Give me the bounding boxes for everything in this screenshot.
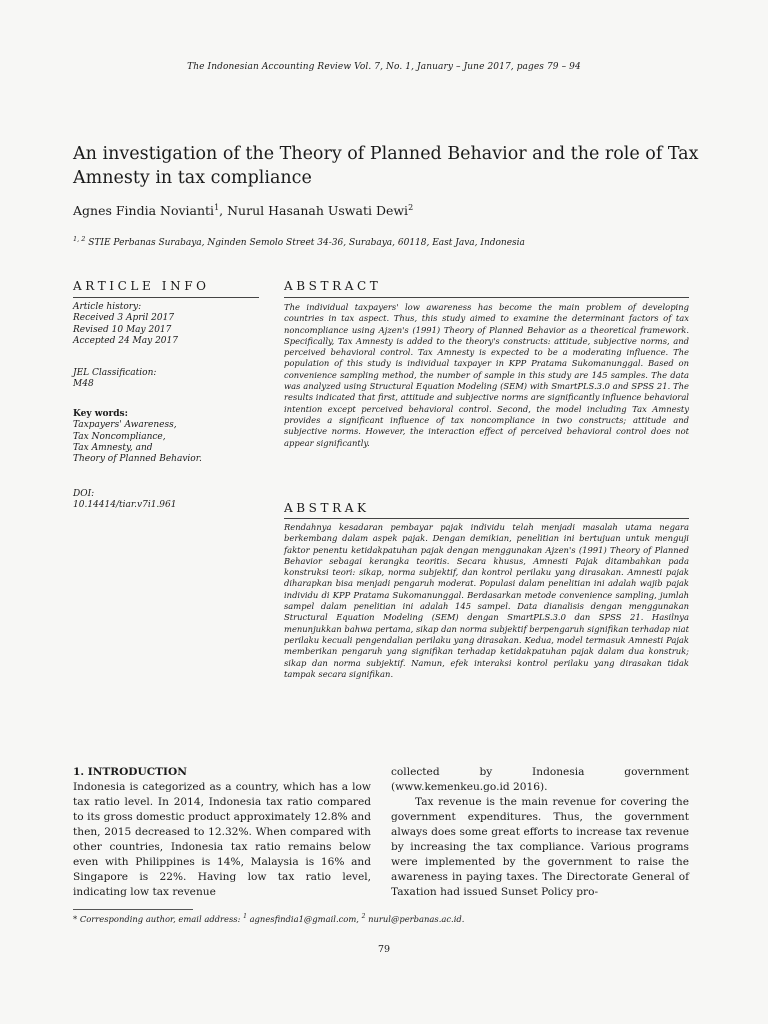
footnote-prefix: * Corresponding author, email address: <box>73 913 244 924</box>
accepted-date: Accepted 24 May 2017 <box>73 335 178 346</box>
abstrak-rule <box>284 518 689 519</box>
jel-value: M48 <box>73 379 94 390</box>
intro-paragraph-1-continued: collected by Indonesia government (www.kemenkeu.go.id 2016). <box>391 766 689 793</box>
article-info-rule <box>73 297 259 298</box>
intro-heading: 1. INTRODUCTION <box>73 766 187 778</box>
abstrak-heading: ABSTRAK <box>284 501 370 515</box>
abstract-text: The individual taxpayers' low awareness has become the main problem of developing countries in tax aspect. Thus, this study aimed to examine the determinant factors of tax noncompliance using Ajzen's (1991) Theory of Planned Behavior as a theoretical framework. Specifically, Tax Amnesty is added to the theory's constructs: attitude, subjective norms, and perceived behavioral control. Tax Amnesty is expected to be a moderating influence. The population of this study is individual taxpayer in KPP Pratama Sukomanunggal. Based on convenience sampling method, the number of sample in this study are 145 samples. The data was analyzed using Structural Equation Modeling (SEM) with SmartPLS.3.0 and SPSS 21. The results indicated that first, attitude and subjective norms are significantly influence behavioral intention except perceived behavioral control. Second, the model including Tax Amnesty provides a significant influence of tax noncompliance in two constructs; attitude and subjective norms. However, the interaction effect of perceived behavioral control does not appear significantly. <box>284 302 689 448</box>
author-2: Nurul Hasanah Uswati Dewi <box>227 203 409 219</box>
doi-link[interactable]: 10.14414/tiar.v7i1.961 <box>73 500 177 511</box>
author-2-affil-mark: 2 <box>408 203 414 212</box>
affiliation <box>73 235 525 248</box>
keyword-item: Tax Amnesty, and <box>73 442 153 453</box>
keywords-block <box>73 409 253 465</box>
abstrak-text: Rendahnya kesadaran pembayar pajak individu telah menjadi masalah utama negara berkembang dalam aspek pajak. Dengan demikian, penelitian ini bertujuan untuk menguji faktor penentu ketidakpatuhan pajak dengan menggunakan Ajzen's (1991) Theory of Planned Behavior sebagai kerangka teoritis. Secara khusus, Amnesti Pajak ditambahkan pada konstruksi teori: sikap, norma subjektif, dan kontrol perilaku yang dirasakan. Amnesti pajak diharapkan bisa menjadi pengaruh moderat. Populasi dalam penelitian ini adalah wajib pajak individu di KPP Pratama Sukomanunggal. Berdasarkan metode convenience sampling, jumlah sampel dalam penelitian ini adalah 145 sampel. Data dianalisis dengan menggunakan Structural Equation Modeling (SEM) dengan SmartPLS.3.0 dan SPSS 21. Hasilnya menunjukkan bahwa pertama, sikap dan norma subjektif berpengaruh signifikan terhadap niat perilaku kecuali pengendalian perilaku yang dirasakan. Kedua, model termasuk Amnesti Pajak memberikan pengaruh yang signifikan terhadap ketidakpatuhan pajak dalam dua konstruk; sikap dan norma subjektif. Namun, efek interaksi kontrol perilaku yang dirasakan tidak tampak secara signifikan. <box>284 522 689 679</box>
keywords-label: Key words: <box>73 409 128 419</box>
keyword-item: Taxpayers' Awareness, <box>73 420 177 431</box>
intro-paragraph-2: Tax revenue is the main revenue for covering the government expenditures. Thus, the government always does some great efforts to increase tax revenue by increasing the tax compliance. Various programs were implemented by the government to raise the awareness in paying taxes. The Directorate General of Taxation had issued Sunset Policy pro- <box>391 796 689 898</box>
author-1: Agnes Findia Novianti <box>73 203 215 219</box>
history-label: Article history: <box>73 302 142 312</box>
keyword-item: Theory of Planned Behavior. <box>73 454 202 465</box>
paper-title: An investigation of the Theory of Planned Behavior and the role of Tax Amnesty in tax compliance <box>73 144 699 188</box>
jel-classification <box>73 368 253 391</box>
jel-label: JEL Classification: <box>73 368 157 378</box>
affiliation-mark: 1, 2 <box>73 235 86 243</box>
intro-paragraph-1: Indonesia is categorized as a country, which has a low tax ratio level. In 2014, Indonesia tax ratio compared to its gross domestic product approximately 12.8% and then, 2015 decreased to 12.32%. When compared with other countries, Indonesia tax ratio remains below even with Philippines is 14%, Malaysia is 16% and Singapore is 22%. Having low tax ratio level, indicating low tax revenue <box>73 781 371 898</box>
author-1-affil-mark: 1 <box>214 203 220 212</box>
corresponding-author-footnote <box>73 913 693 924</box>
author-list <box>73 203 413 218</box>
abstract-heading: ABSTRACT <box>284 279 382 293</box>
author-separator: , <box>219 203 228 219</box>
email-2[interactable]: nurul@perbanas.ac.id. <box>365 913 465 924</box>
footnote-mark-2: 2 <box>361 913 366 920</box>
affiliation-text: STIE Perbanas Surabaya, Nginden Semolo Street 34-36, Surabaya, 60118, East Java, Indonesia <box>85 238 525 248</box>
received-date: Received 3 April 2017 <box>73 313 175 324</box>
article-info-heading: ARTICLE INFO <box>73 279 210 293</box>
journal-header: The Indonesian Accounting Review Vol. 7, No. 1, January – June 2017, pages 79 – 94 <box>187 62 581 72</box>
doi-block <box>73 489 253 512</box>
revised-date: Revised 10 May 2017 <box>73 324 172 335</box>
footnote-mark-1: 1 <box>243 913 247 920</box>
abstract-rule <box>284 297 689 298</box>
body-column-left <box>73 765 371 900</box>
footnote-rule <box>73 909 193 910</box>
keyword-item: Tax Noncompliance, <box>73 431 166 442</box>
email-1[interactable]: agnesfindia1@gmail.com, <box>246 913 362 924</box>
body-column-right <box>391 765 689 900</box>
page-number: 79 <box>377 944 391 955</box>
doi-label: DOI: <box>73 489 95 499</box>
article-history <box>73 302 253 347</box>
